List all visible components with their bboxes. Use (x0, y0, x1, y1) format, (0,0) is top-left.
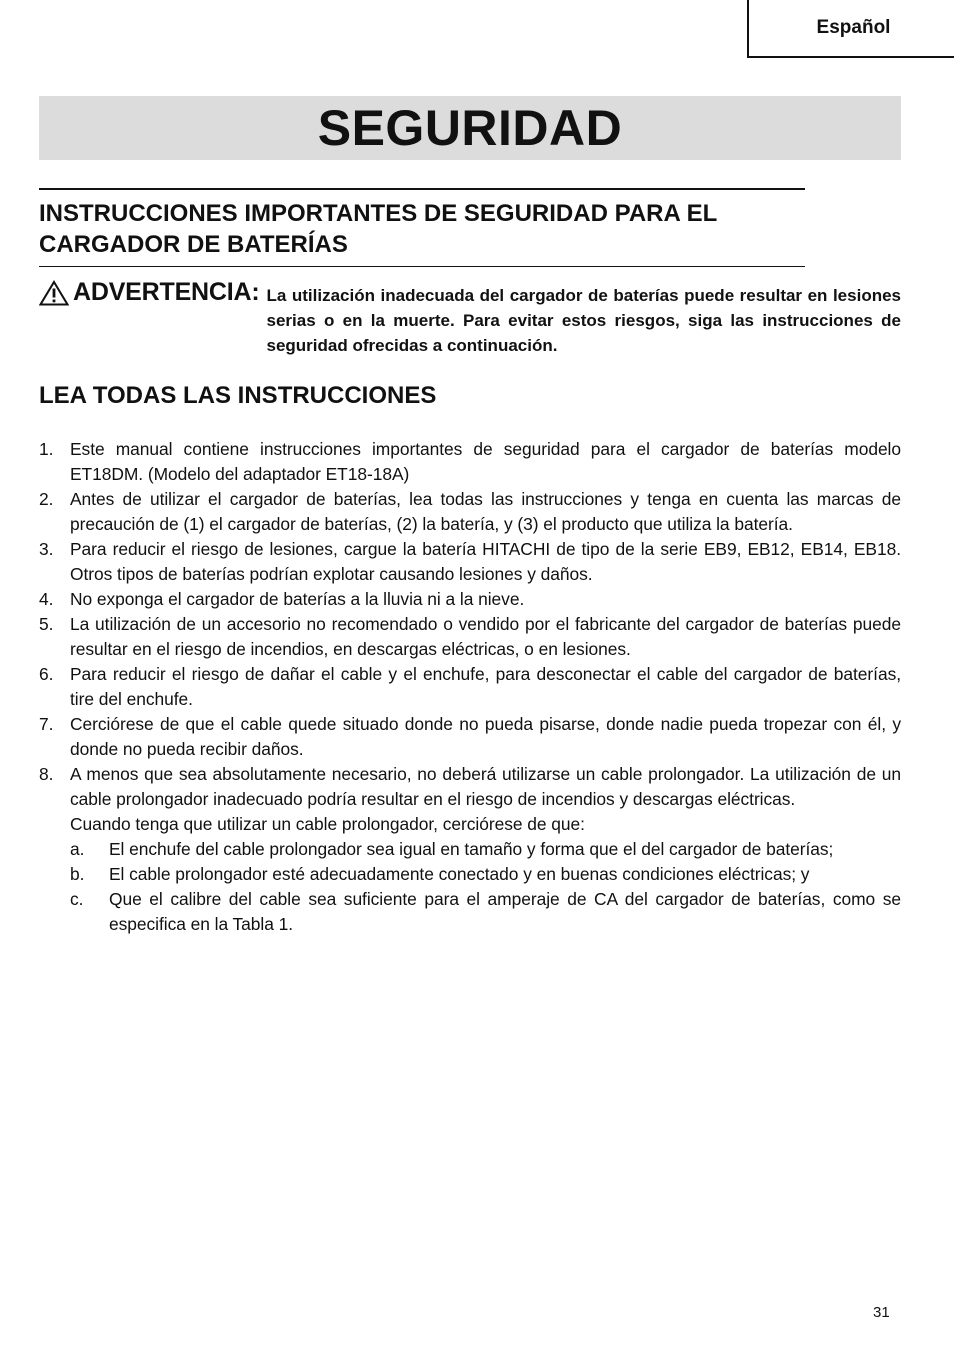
item-text: A menos que sea absolutamente necesario, no deberá utilizarse un cable prolongador. La utilización de un cable prolongador inadecuado podría resultar en el riesgo de incendios y descargas eléctricas. (70, 764, 901, 809)
sub-item-text: Que el calibre del cable sea suficiente para el amperaje de CA del cargador de baterías, como se especifica en la Tabla 1. (109, 889, 901, 934)
section-title: INSTRUCCIONES IMPORTANTES DE SEGURIDAD PARA EL CARGADOR DE BATERÍAS (39, 200, 717, 258)
item-number: 1. (39, 439, 54, 459)
list-item (39, 537, 901, 587)
item-number: 7. (39, 714, 54, 734)
sub-list-item (70, 862, 901, 887)
sub-list (70, 837, 901, 937)
page-title: SEGURIDAD (317, 100, 623, 156)
item-number: 3. (39, 539, 54, 559)
warning-triangle-icon (39, 280, 69, 306)
language-tab (747, 0, 954, 58)
item-text: Para reducir el riesgo de lesiones, cargue la batería HITACHI de tipo de la serie EB9, EB12, EB14, EB18. Otros tipos de baterías podrían explotar causando lesiones y daños. (70, 539, 901, 584)
item-number: 5. (39, 614, 54, 634)
item-text: Antes de utilizar el cargador de baterías, lea todas las instrucciones y tenga en cuenta las marcas de precaución de (1) el cargador de baterías, (2) la batería, y (3) el producto que utiliza la batería. (70, 489, 901, 534)
list-item (39, 662, 901, 712)
sub-item-letter: a. (70, 839, 85, 859)
warning-label: ADVERTENCIA: (73, 278, 260, 306)
language-label: Español (816, 17, 891, 38)
sub-list-item (70, 887, 901, 937)
sub-item-text: El cable prolongador esté adecuadamente conectado y en buenas condiciones eléctricas; y (109, 864, 810, 884)
item-text: Cerciórese de que el cable quede situado donde no pueda pisarse, donde nadie pueda tropezar con él, y donde no pueda recibir daños. (70, 714, 901, 759)
item-extra-text: Cuando tenga que utilizar un cable prolongador, cerciórese de que: (70, 814, 585, 834)
sub-item-text: El enchufe del cable prolongador sea igual en tamaño y forma que el del cargador de baterías; (109, 839, 834, 859)
item-text: Para reducir el riesgo de dañar el cable y el enchufe, para desconectar el cable del cargador de baterías, tire del enchufe. (70, 664, 901, 709)
list-item (39, 762, 901, 937)
item-number: 6. (39, 664, 54, 684)
warning-text: La utilización inadecuada del cargador de baterías puede resultar en lesiones serias o en la muerte. Para evitar estos riesgos, siga las instrucciones de seguridad ofrecidas a continuación. (266, 286, 901, 355)
warning-head (39, 278, 260, 307)
list-item (39, 587, 901, 612)
list-item (39, 487, 901, 537)
page-number: 31 (873, 1304, 890, 1321)
read-all-heading: LEA TODAS LAS INSTRUCCIONES (39, 382, 437, 409)
title-banner (39, 96, 901, 160)
list-item (39, 712, 901, 762)
sub-item-letter: b. (70, 864, 85, 884)
instruction-list (39, 437, 901, 937)
warning-block (39, 278, 901, 358)
item-text: La utilización de un accesorio no recomendado o vendido por el fabricante del cargador de baterías puede resultar en el riesgo de incendios, en descargas eléctricas, o en lesiones. (70, 614, 901, 659)
sub-item-letter: c. (70, 889, 84, 909)
item-number: 4. (39, 589, 54, 609)
item-number: 8. (39, 764, 54, 784)
list-item (39, 437, 901, 487)
item-number: 2. (39, 489, 54, 509)
sub-list-item (70, 837, 901, 862)
section-heading-box (39, 188, 805, 267)
item-text: Este manual contiene instrucciones importantes de seguridad para el cargador de baterías modelo ET18DM. (Modelo del adaptador ET18-18A) (70, 439, 901, 484)
list-item (39, 612, 901, 662)
item-text: No exponga el cargador de baterías a la lluvia ni a la nieve. (70, 589, 525, 609)
